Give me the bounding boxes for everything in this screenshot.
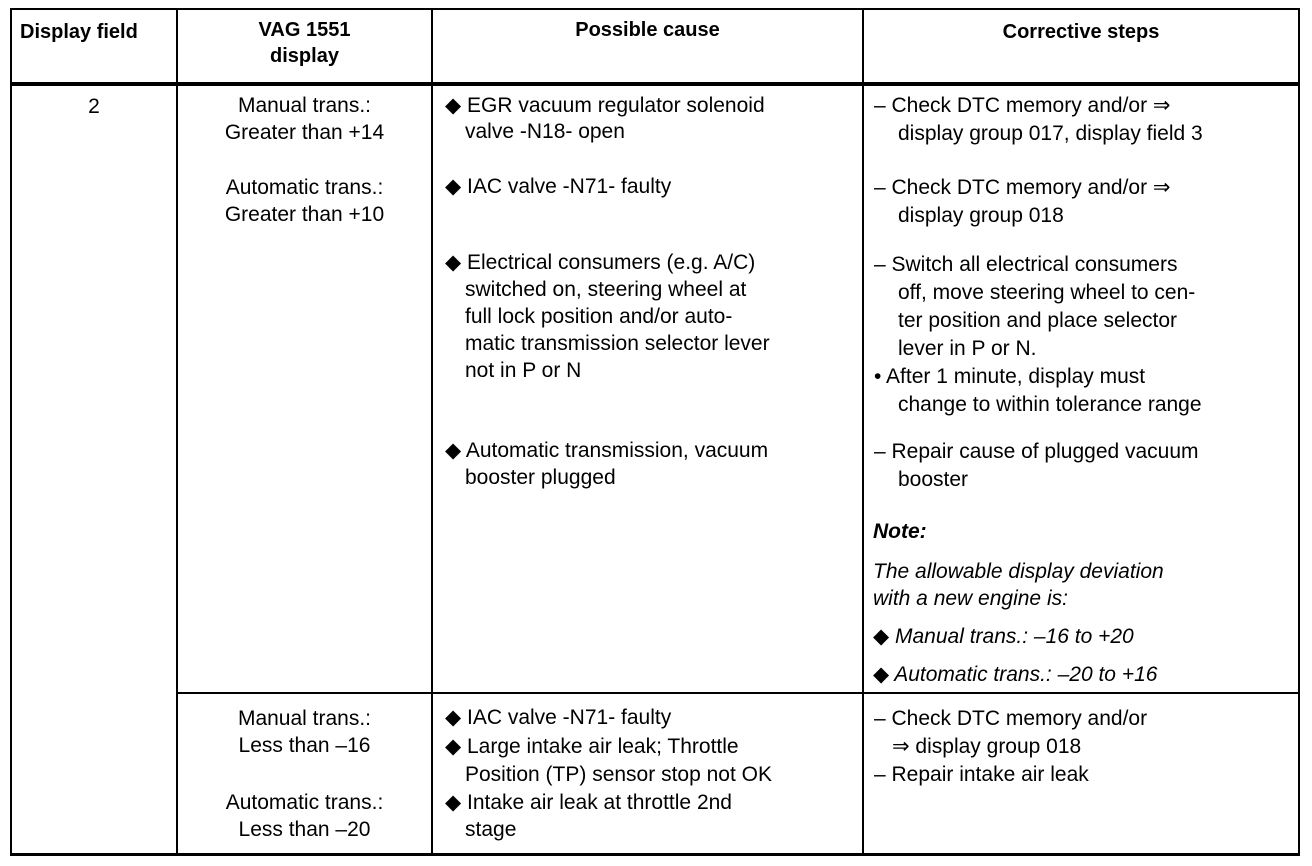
- step-dtc-018-line1: – Check DTC memory and/or ⇒: [874, 176, 1171, 199]
- header-divider: [10, 82, 1300, 86]
- cause-electrical-line5: not in P or N: [465, 359, 582, 382]
- step2-repair-leak: – Repair intake air leak: [874, 763, 1089, 786]
- cause-iac: ◆ IAC valve -N71- faulty: [445, 175, 672, 198]
- header-vag-display-line1: VAG 1551: [258, 19, 351, 41]
- cause-vacuum-line2: booster plugged: [465, 466, 616, 489]
- step-after-minute-line1: • After 1 minute, display must: [874, 365, 1146, 388]
- step2-dtc-line1: – Check DTC memory and/or: [874, 707, 1148, 730]
- note-text-line1: The allowable display deviation: [873, 560, 1164, 583]
- cause-egr-line2: valve -N18- open: [465, 120, 625, 143]
- col-divider-2: [431, 8, 433, 856]
- cause-electrical-line3: full lock position and/or auto-: [465, 305, 733, 328]
- vag-value2-manual: Less than –16: [238, 734, 371, 757]
- step-switch-line2: off, move steering wheel to cen-: [898, 281, 1196, 304]
- header-possible-cause: Possible cause: [575, 19, 720, 41]
- step2-dtc-line2: ⇒ display group 018: [892, 735, 1082, 758]
- cause2-air-leak-line1: ◆ Large intake air leak; Throttle: [445, 735, 739, 758]
- vag-value2-automatic: Less than –20: [238, 818, 371, 841]
- cause2-iac: ◆ IAC valve -N71- faulty: [445, 706, 672, 729]
- step-dtc-017-line1: – Check DTC memory and/or ⇒: [874, 94, 1171, 117]
- vag-value-manual-label: Manual trans.:: [237, 94, 372, 117]
- vag-value-automatic-label: Automatic trans.:: [225, 176, 384, 199]
- step-after-minute-line2: change to within tolerance range: [898, 393, 1202, 416]
- step-switch-line4: lever in P or N.: [898, 337, 1037, 360]
- row-divider: [176, 692, 1300, 694]
- header-display-field: Display field: [20, 21, 138, 43]
- vag-value2-automatic-label: Automatic trans.:: [225, 791, 384, 814]
- cause-vacuum-line1: ◆ Automatic transmission, vacuum: [445, 439, 769, 462]
- cause2-throttle-line2: stage: [465, 818, 517, 841]
- border-top: [10, 8, 1300, 10]
- border-bottom: [10, 853, 1300, 856]
- vag-value-automatic: Greater than +10: [224, 203, 385, 226]
- cause2-air-leak-line2: Position (TP) sensor stop not OK: [465, 763, 772, 786]
- step-dtc-017-line2: display group 017, display field 3: [898, 122, 1203, 145]
- note-item-automatic: ◆ Automatic trans.: –20 to +16: [873, 663, 1158, 686]
- vag-value-manual: Greater than +14: [224, 121, 385, 144]
- note-item-manual: ◆ Manual trans.: –16 to +20: [873, 625, 1134, 648]
- col-divider-3: [862, 8, 864, 856]
- step-repair-booster-line2: booster: [898, 468, 969, 491]
- border-right: [1298, 8, 1300, 856]
- note-title: Note:: [873, 520, 927, 543]
- vag-value2-manual-label: Manual trans.:: [237, 707, 372, 730]
- border-left: [10, 8, 12, 856]
- header-corrective-steps: Corrective steps: [1002, 21, 1160, 43]
- step-switch-line3: ter position and place selector: [898, 309, 1177, 332]
- cause-electrical-line1: ◆ Electrical consumers (e.g. A/C): [445, 251, 756, 274]
- header-vag-display-line2: display: [270, 45, 339, 67]
- step-switch-line1: – Switch all electrical consumers: [874, 253, 1178, 276]
- note-text-line2: with a new engine is:: [873, 587, 1068, 610]
- cause2-throttle-line1: ◆ Intake air leak at throttle 2nd: [445, 791, 732, 814]
- display-field-value: 2: [88, 95, 100, 118]
- cause-egr-line1: ◆ EGR vacuum regulator solenoid: [445, 94, 765, 117]
- cause-electrical-line4: matic transmission selector lever: [465, 332, 770, 355]
- cause-electrical-line2: switched on, steering wheel at: [465, 278, 747, 301]
- step-dtc-018-line2: display group 018: [898, 204, 1064, 227]
- step-repair-booster-line1: – Repair cause of plugged vacuum: [874, 440, 1199, 463]
